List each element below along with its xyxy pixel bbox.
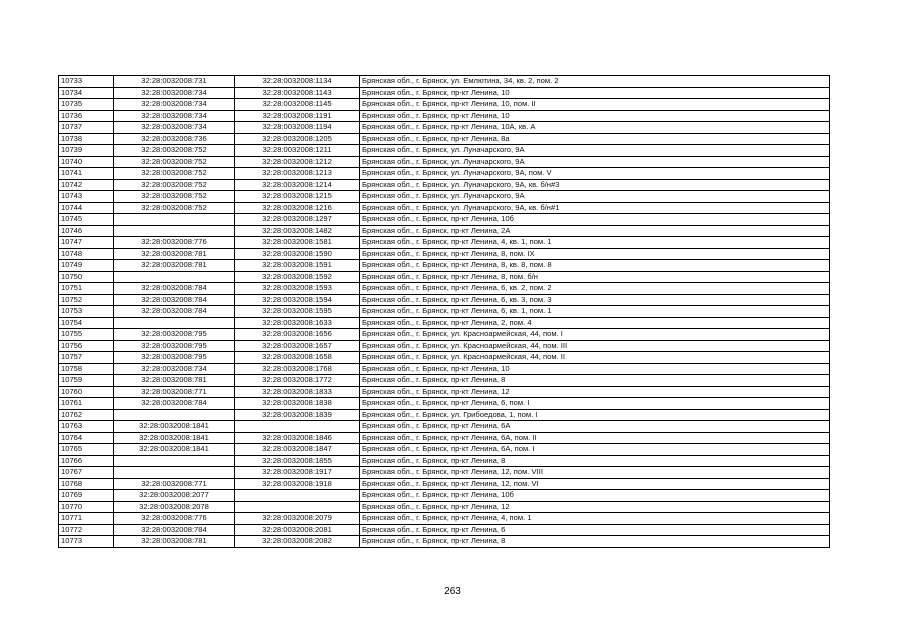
row-number-cell: 10750	[59, 271, 114, 283]
address-cell: Брянская обл., г. Брянск, ул. Грибоедова, 1, пом. I	[360, 409, 830, 421]
table-row	[59, 467, 830, 479]
parent-cadastral-number-cell: 32:28:0032008:784	[114, 294, 235, 306]
parent-cadastral-number-cell: 32:28:0032008:776	[114, 237, 235, 249]
cadastral-number-cell	[235, 490, 360, 502]
table-row	[59, 513, 830, 525]
row-number-cell: 10768	[59, 478, 114, 490]
cadastral-number-cell: 32:28:0032008:1838	[235, 398, 360, 410]
row-number-cell: 10762	[59, 409, 114, 421]
parent-cadastral-number-cell: 32:28:0032008:2078	[114, 501, 235, 513]
address-cell: Брянская обл., г. Брянск, ул. Луначарского, 9А, пом. V	[360, 168, 830, 180]
row-number-cell: 10738	[59, 133, 114, 145]
parent-cadastral-number-cell	[114, 214, 235, 226]
row-number-cell: 10734	[59, 87, 114, 99]
address-cell: Брянская обл., г. Брянск, пр-кт Ленина, 8, пом. IX	[360, 248, 830, 260]
address-cell: Брянская обл., г. Брянск, пр-кт Ленина, 6А, пом. II	[360, 432, 830, 444]
address-cell: Брянская обл., г. Брянск, пр-кт Ленина, 12, пом. VI	[360, 478, 830, 490]
cadastral-number-cell: 32:28:0032008:1297	[235, 214, 360, 226]
parent-cadastral-number-cell: 32:28:0032008:736	[114, 133, 235, 145]
cadastral-number-cell	[235, 501, 360, 513]
address-cell: Брянская обл., г. Брянск, пр-кт Ленина, 4, кв. 1, пом. 1	[360, 237, 830, 249]
cadastral-number-cell: 32:28:0032008:1191	[235, 110, 360, 122]
row-number-cell: 10751	[59, 283, 114, 295]
table-row	[59, 352, 830, 364]
cadastral-number-cell: 32:28:0032008:1214	[235, 179, 360, 191]
parent-cadastral-number-cell: 32:28:0032008:1841	[114, 444, 235, 456]
parent-cadastral-number-cell: 32:28:0032008:1841	[114, 421, 235, 433]
cadastral-number-cell: 32:28:0032008:1211	[235, 145, 360, 157]
address-cell: Брянская обл., г. Брянск, ул. Красноармейская, 44, пом. II	[360, 352, 830, 364]
parent-cadastral-number-cell: 32:28:0032008:752	[114, 156, 235, 168]
cadastral-number-cell: 32:28:0032008:1772	[235, 375, 360, 387]
table-row	[59, 283, 830, 295]
cadastral-number-cell: 32:28:0032008:1143	[235, 87, 360, 99]
parent-cadastral-number-cell: 32:28:0032008:781	[114, 260, 235, 272]
table-row	[59, 133, 830, 145]
parent-cadastral-number-cell: 32:28:0032008:771	[114, 478, 235, 490]
parent-cadastral-number-cell: 32:28:0032008:784	[114, 306, 235, 318]
table-row	[59, 145, 830, 157]
address-cell: Брянская обл., г. Брянск, пр-кт Ленина, 6, кв. 2, пом. 2	[360, 283, 830, 295]
cadastral-number-cell: 32:28:0032008:1591	[235, 260, 360, 272]
row-number-cell: 10772	[59, 524, 114, 536]
table-row	[59, 455, 830, 467]
address-cell: Брянская обл., г. Брянск, ул. Луначарского, 9А, кв. б/н#3	[360, 179, 830, 191]
address-cell: Брянская обл., г. Брянск, пр-кт Ленина, 8	[360, 455, 830, 467]
address-cell: Брянская обл., г. Брянск, пр-кт Ленина, 10, пом. II	[360, 99, 830, 111]
address-cell: Брянская обл., г. Брянск, ул. Луначарского, 9А	[360, 156, 830, 168]
parent-cadastral-number-cell: 32:28:0032008:752	[114, 179, 235, 191]
parent-cadastral-number-cell	[114, 409, 235, 421]
parent-cadastral-number-cell: 32:28:0032008:781	[114, 248, 235, 260]
table-row	[59, 76, 830, 88]
row-number-cell: 10744	[59, 202, 114, 214]
table-row	[59, 444, 830, 456]
row-number-cell: 10746	[59, 225, 114, 237]
parent-cadastral-number-cell	[114, 467, 235, 479]
address-cell: Брянская обл., г. Брянск, ул. Емлютина, 34, кв. 2, пом. 2	[360, 76, 830, 88]
address-cell: Брянская обл., г. Брянск, пр-кт Ленина, 12, пом. VIII	[360, 467, 830, 479]
row-number-cell: 10770	[59, 501, 114, 513]
cadastral-number-cell: 32:28:0032008:1595	[235, 306, 360, 318]
row-number-cell: 10767	[59, 467, 114, 479]
parent-cadastral-number-cell: 32:28:0032008:734	[114, 363, 235, 375]
row-number-cell: 10739	[59, 145, 114, 157]
parent-cadastral-number-cell: 32:28:0032008:784	[114, 283, 235, 295]
address-cell: Брянская обл., г. Брянск, пр-кт Ленина, 8, кв. 8, пом. 8	[360, 260, 830, 272]
row-number-cell: 10742	[59, 179, 114, 191]
cadastral-number-cell: 32:28:0032008:1594	[235, 294, 360, 306]
parent-cadastral-number-cell: 32:28:0032008:781	[114, 375, 235, 387]
address-cell: Брянская обл., г. Брянск, пр-кт Ленина, 10б	[360, 490, 830, 502]
cadastral-number-cell: 32:28:0032008:1918	[235, 478, 360, 490]
parent-cadastral-number-cell: 32:28:0032008:781	[114, 536, 235, 548]
parent-cadastral-number-cell	[114, 455, 235, 467]
row-number-cell: 10758	[59, 363, 114, 375]
table-row	[59, 168, 830, 180]
registry-table-body	[59, 76, 830, 548]
cadastral-number-cell: 32:28:0032008:1633	[235, 317, 360, 329]
table-row	[59, 260, 830, 272]
address-cell: Брянская обл., г. Брянск, ул. Луначарского, 9А	[360, 191, 830, 203]
cadastral-number-cell: 32:28:0032008:2081	[235, 524, 360, 536]
parent-cadastral-number-cell	[114, 271, 235, 283]
cadastral-number-cell: 32:28:0032008:1581	[235, 237, 360, 249]
cadastral-number-cell: 32:28:0032008:1216	[235, 202, 360, 214]
address-cell: Брянская обл., г. Брянск, пр-кт Ленина, 6, кв. 1, пом. 1	[360, 306, 830, 318]
table-row	[59, 237, 830, 249]
table-row	[59, 490, 830, 502]
table-row	[59, 306, 830, 318]
parent-cadastral-number-cell: 32:28:0032008:795	[114, 352, 235, 364]
address-cell: Брянская обл., г. Брянск, пр-кт Ленина, 6А	[360, 421, 830, 433]
cadastral-number-cell: 32:28:0032008:1657	[235, 340, 360, 352]
table-row	[59, 536, 830, 548]
cadastral-number-cell: 32:28:0032008:1482	[235, 225, 360, 237]
table-row	[59, 432, 830, 444]
row-number-cell: 10741	[59, 168, 114, 180]
row-number-cell: 10745	[59, 214, 114, 226]
table-row	[59, 179, 830, 191]
cadastral-number-cell: 32:28:0032008:1593	[235, 283, 360, 295]
address-cell: Брянская обл., г. Брянск, пр-кт Ленина, 10А, кв. А	[360, 122, 830, 134]
row-number-cell: 10756	[59, 340, 114, 352]
cadastral-number-cell: 32:28:0032008:1205	[235, 133, 360, 145]
cadastral-number-cell: 32:28:0032008:1590	[235, 248, 360, 260]
table-row	[59, 501, 830, 513]
address-cell: Брянская обл., г. Брянск, пр-кт Ленина, 8	[360, 536, 830, 548]
row-number-cell: 10771	[59, 513, 114, 525]
row-number-cell: 10765	[59, 444, 114, 456]
row-number-cell: 10747	[59, 237, 114, 249]
address-cell: Брянская обл., г. Брянск, пр-кт Ленина, 10	[360, 110, 830, 122]
row-number-cell: 10769	[59, 490, 114, 502]
address-cell: Брянская обл., г. Брянск, пр-кт Ленина, 2А	[360, 225, 830, 237]
table-row	[59, 375, 830, 387]
parent-cadastral-number-cell: 32:28:0032008:784	[114, 524, 235, 536]
cadastral-number-cell: 32:28:0032008:1194	[235, 122, 360, 134]
table-row	[59, 191, 830, 203]
parent-cadastral-number-cell: 32:28:0032008:771	[114, 386, 235, 398]
row-number-cell: 10736	[59, 110, 114, 122]
table-row	[59, 271, 830, 283]
row-number-cell: 10737	[59, 122, 114, 134]
table-row	[59, 329, 830, 341]
cadastral-number-cell: 32:28:0032008:1213	[235, 168, 360, 180]
parent-cadastral-number-cell: 32:28:0032008:734	[114, 110, 235, 122]
table-row	[59, 317, 830, 329]
row-number-cell: 10752	[59, 294, 114, 306]
cadastral-number-cell: 32:28:0032008:1215	[235, 191, 360, 203]
address-cell: Брянская обл., г. Брянск, пр-кт Ленина, 2, пом. 4	[360, 317, 830, 329]
table-row	[59, 398, 830, 410]
row-number-cell: 10759	[59, 375, 114, 387]
parent-cadastral-number-cell	[114, 317, 235, 329]
row-number-cell: 10749	[59, 260, 114, 272]
cadastral-number-cell: 32:28:0032008:1658	[235, 352, 360, 364]
parent-cadastral-number-cell	[114, 225, 235, 237]
parent-cadastral-number-cell: 32:28:0032008:752	[114, 191, 235, 203]
parent-cadastral-number-cell: 32:28:0032008:795	[114, 340, 235, 352]
cadastral-number-cell: 32:28:0032008:1592	[235, 271, 360, 283]
address-cell: Брянская обл., г. Брянск, пр-кт Ленина, 8а	[360, 133, 830, 145]
table-row	[59, 294, 830, 306]
table-row	[59, 99, 830, 111]
address-cell: Брянская обл., г. Брянск, пр-кт Ленина, 6, кв. 3, пом. 3	[360, 294, 830, 306]
parent-cadastral-number-cell: 32:28:0032008:2077	[114, 490, 235, 502]
parent-cadastral-number-cell: 32:28:0032008:752	[114, 168, 235, 180]
row-number-cell: 10754	[59, 317, 114, 329]
cadastral-number-cell: 32:28:0032008:1833	[235, 386, 360, 398]
table-row	[59, 524, 830, 536]
table-row	[59, 409, 830, 421]
table-row	[59, 202, 830, 214]
row-number-cell: 10755	[59, 329, 114, 341]
row-number-cell: 10753	[59, 306, 114, 318]
table-row	[59, 156, 830, 168]
parent-cadastral-number-cell: 32:28:0032008:752	[114, 145, 235, 157]
table-row	[59, 478, 830, 490]
page-number: 263	[444, 586, 461, 597]
address-cell: Брянская обл., г. Брянск, ул. Красноармейская, 44, пом. III	[360, 340, 830, 352]
row-number-cell: 10763	[59, 421, 114, 433]
cadastral-registry-table	[58, 75, 830, 548]
table-row	[59, 340, 830, 352]
table-row	[59, 386, 830, 398]
row-number-cell: 10743	[59, 191, 114, 203]
row-number-cell: 10760	[59, 386, 114, 398]
address-cell: Брянская обл., г. Брянск, пр-кт Ленина, 12	[360, 386, 830, 398]
table-row	[59, 122, 830, 134]
parent-cadastral-number-cell: 32:28:0032008:734	[114, 99, 235, 111]
table-row	[59, 248, 830, 260]
row-number-cell: 10733	[59, 76, 114, 88]
address-cell: Брянская обл., г. Брянск, пр-кт Ленина, 6, пом. I	[360, 398, 830, 410]
cadastral-number-cell: 32:28:0032008:2082	[235, 536, 360, 548]
cadastral-number-cell: 32:28:0032008:1656	[235, 329, 360, 341]
parent-cadastral-number-cell: 32:28:0032008:1841	[114, 432, 235, 444]
table-row	[59, 421, 830, 433]
address-cell: Брянская обл., г. Брянск, ул. Красноармейская, 44, пом. I	[360, 329, 830, 341]
cadastral-number-cell: 32:28:0032008:1917	[235, 467, 360, 479]
address-cell: Брянская обл., г. Брянск, ул. Луначарского, 9А, кв. б/н#1	[360, 202, 830, 214]
cadastral-number-cell: 32:28:0032008:1855	[235, 455, 360, 467]
cadastral-number-cell: 32:28:0032008:1846	[235, 432, 360, 444]
parent-cadastral-number-cell: 32:28:0032008:734	[114, 122, 235, 134]
table-row	[59, 110, 830, 122]
address-cell: Брянская обл., г. Брянск, ул. Луначарского, 9А	[360, 145, 830, 157]
address-cell: Брянская обл., г. Брянск, пр-кт Ленина, 10	[360, 363, 830, 375]
cadastral-number-cell: 32:28:0032008:1847	[235, 444, 360, 456]
row-number-cell: 10740	[59, 156, 114, 168]
parent-cadastral-number-cell: 32:28:0032008:734	[114, 87, 235, 99]
table-row	[59, 363, 830, 375]
address-cell: Брянская обл., г. Брянск, пр-кт Ленина, 8	[360, 375, 830, 387]
address-cell: Брянская обл., г. Брянск, пр-кт Ленина, 10	[360, 87, 830, 99]
parent-cadastral-number-cell: 32:28:0032008:795	[114, 329, 235, 341]
cadastral-number-cell: 32:28:0032008:1212	[235, 156, 360, 168]
address-cell: Брянская обл., г. Брянск, пр-кт Ленина, 12	[360, 501, 830, 513]
address-cell: Брянская обл., г. Брянск, пр-кт Ленина, 10б	[360, 214, 830, 226]
table-row	[59, 214, 830, 226]
parent-cadastral-number-cell: 32:28:0032008:784	[114, 398, 235, 410]
row-number-cell: 10773	[59, 536, 114, 548]
parent-cadastral-number-cell: 32:28:0032008:776	[114, 513, 235, 525]
row-number-cell: 10761	[59, 398, 114, 410]
cadastral-number-cell: 32:28:0032008:2079	[235, 513, 360, 525]
cadastral-number-cell: 32:28:0032008:1768	[235, 363, 360, 375]
row-number-cell: 10748	[59, 248, 114, 260]
cadastral-number-cell: 32:28:0032008:1145	[235, 99, 360, 111]
parent-cadastral-number-cell: 32:28:0032008:731	[114, 76, 235, 88]
row-number-cell: 10766	[59, 455, 114, 467]
table-row	[59, 87, 830, 99]
cadastral-number-cell: 32:28:0032008:1839	[235, 409, 360, 421]
cadastral-number-cell: 32:28:0032008:1134	[235, 76, 360, 88]
parent-cadastral-number-cell: 32:28:0032008:752	[114, 202, 235, 214]
row-number-cell: 10757	[59, 352, 114, 364]
address-cell: Брянская обл., г. Брянск, пр-кт Ленина, 6А, пом. I	[360, 444, 830, 456]
address-cell: Брянская обл., г. Брянск, пр-кт Ленина, 8, пом. б/н	[360, 271, 830, 283]
row-number-cell: 10764	[59, 432, 114, 444]
address-cell: Брянская обл., г. Брянск, пр-кт Ленина, 6	[360, 524, 830, 536]
table-row	[59, 225, 830, 237]
cadastral-number-cell	[235, 421, 360, 433]
address-cell: Брянская обл., г. Брянск, пр-кт Ленина, 4, пом. 1	[360, 513, 830, 525]
row-number-cell: 10735	[59, 99, 114, 111]
